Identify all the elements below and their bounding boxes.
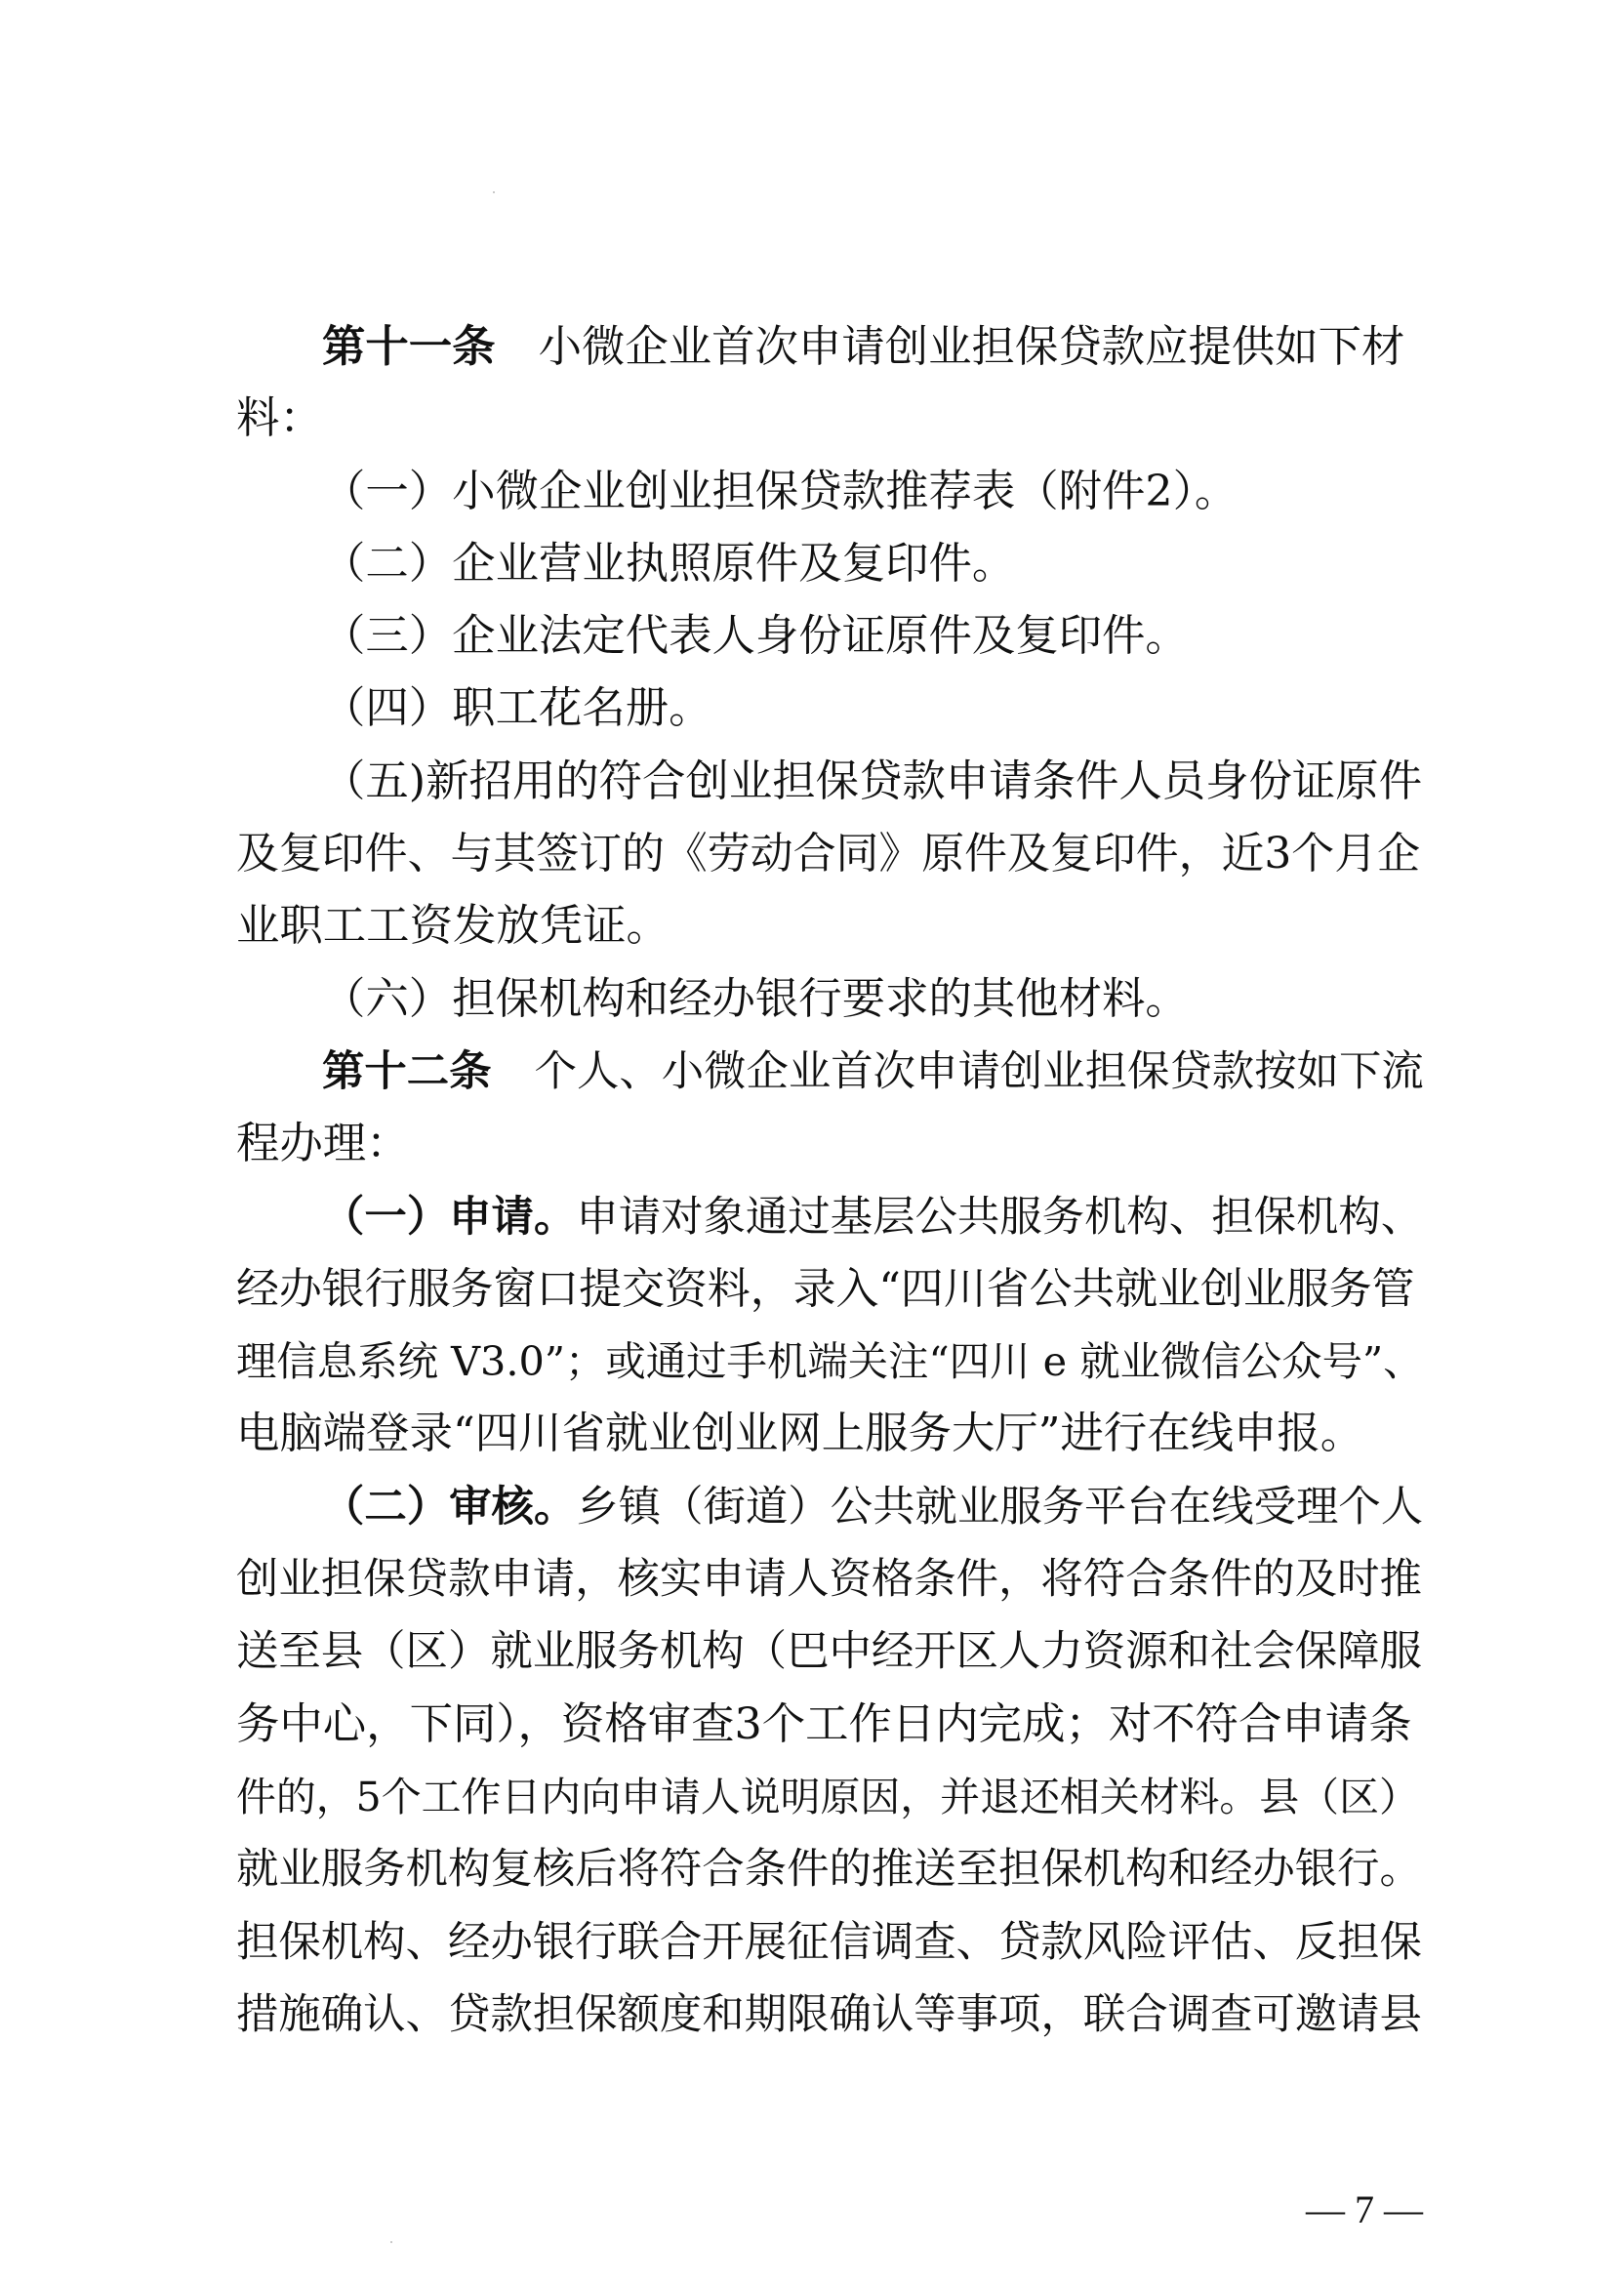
- bold-heading: 第十一条: [322, 321, 496, 372]
- line-text: 经办银行服务窗口提交资料，录入“四川省公共就业创业服务管: [236, 1263, 1415, 1314]
- line-text: （二）企业营业执照原件及复印件。: [322, 538, 1016, 589]
- text-line: [236, 1253, 1427, 1326]
- text-line: [236, 1761, 1427, 1833]
- line-text: 电脑端登录“四川省就业创业网上服务大厅”进行在线申报。: [236, 1409, 1364, 1459]
- bold-heading: 第十二条: [322, 1045, 492, 1096]
- line-text: 理信息系统 V3.0”；或通过手机端关注“四川 e 就业微信公众号”、: [236, 1338, 1424, 1386]
- line-text: （五)新招用的符合创业担保贷款申请条件人员身份证原件: [322, 756, 1423, 806]
- bold-heading: （二）审核。: [322, 1481, 577, 1532]
- line-text: 个人、小微企业首次申请创业担保贷款按如下流: [534, 1046, 1424, 1096]
- line-text: （六）担保机构和经办银行要求的其他材料。: [322, 973, 1189, 1024]
- text-line: [236, 1326, 1427, 1398]
- text-line: [236, 1471, 1427, 1543]
- line-text: （一）小微企业创业担保贷款推荐表（附件2）。: [322, 466, 1238, 516]
- line-text: 小微企业首次申请创业担保贷款应提供如下材: [538, 322, 1405, 372]
- text-line: [236, 673, 1427, 745]
- line-text: 申请对象通过基层公共服务机构、担保机构、: [576, 1192, 1424, 1242]
- text-line: [236, 310, 1427, 383]
- text-line: [236, 890, 1427, 962]
- text-line: [236, 1689, 1427, 1761]
- text-line: [236, 818, 1427, 890]
- text-line: [236, 1979, 1427, 2051]
- text-line: [236, 528, 1427, 600]
- line-text: 业职工工资发放凭证。: [236, 901, 670, 952]
- line-text: 乡镇（街道）公共就业服务平台在线受理个人: [576, 1482, 1424, 1532]
- body-text: [236, 310, 1427, 2051]
- text-line: [236, 1036, 1427, 1108]
- line-text: 料：: [236, 393, 323, 444]
- line-text: 创业担保贷款申请，核实申请人资格条件，将符合条件的及时推: [236, 1555, 1422, 1605]
- line-text: 务中心，下同），资格审查3个工作日内完成；对不符合申请条: [236, 1698, 1412, 1749]
- line-text: 程办理：: [236, 1119, 410, 1169]
- text-line: [236, 383, 1427, 455]
- line-text: （四）职工花名册。: [322, 683, 712, 734]
- text-line: [236, 600, 1427, 673]
- text-line: [236, 746, 1427, 818]
- text-line: [236, 1615, 1427, 1688]
- line-text: 件的，5个工作日内向申请人说明原因，并退还相关材料。县（区）: [236, 1773, 1419, 1820]
- line-text: 及复印件、与其签订的《劳动合同》原件及复印件，近3个月企: [236, 829, 1420, 879]
- text-line: [236, 1398, 1427, 1470]
- line-text: 送至县（区）就业服务机构（巴中经开区人力资源和社会保障服: [236, 1627, 1422, 1677]
- text-line: [236, 1543, 1427, 1615]
- bold-heading: （一）申请。: [322, 1191, 577, 1242]
- text-line: [236, 1108, 1427, 1180]
- line-text: （三）企业法定代表人身份证原件及复印件。: [322, 611, 1189, 662]
- text-line: [236, 1181, 1427, 1253]
- line-text: 措施确认、贷款担保额度和期限确认等事项，联合调查可邀请县: [236, 1989, 1422, 2039]
- line-text: 就业服务机构复核后将符合条件的推送至担保机构和经办银行。: [236, 1845, 1422, 1895]
- text-line: [236, 1833, 1427, 1905]
- line-text: 担保机构、经办银行联合开展征信调查、贷款风险评估、反担保: [236, 1917, 1422, 1967]
- scan-speck: [493, 191, 495, 193]
- scan-speck: [390, 2241, 392, 2243]
- text-line: [236, 456, 1427, 528]
- page-number: — 7 —: [1306, 2187, 1423, 2231]
- text-line: [236, 963, 1427, 1036]
- text-line: [236, 1906, 1427, 1979]
